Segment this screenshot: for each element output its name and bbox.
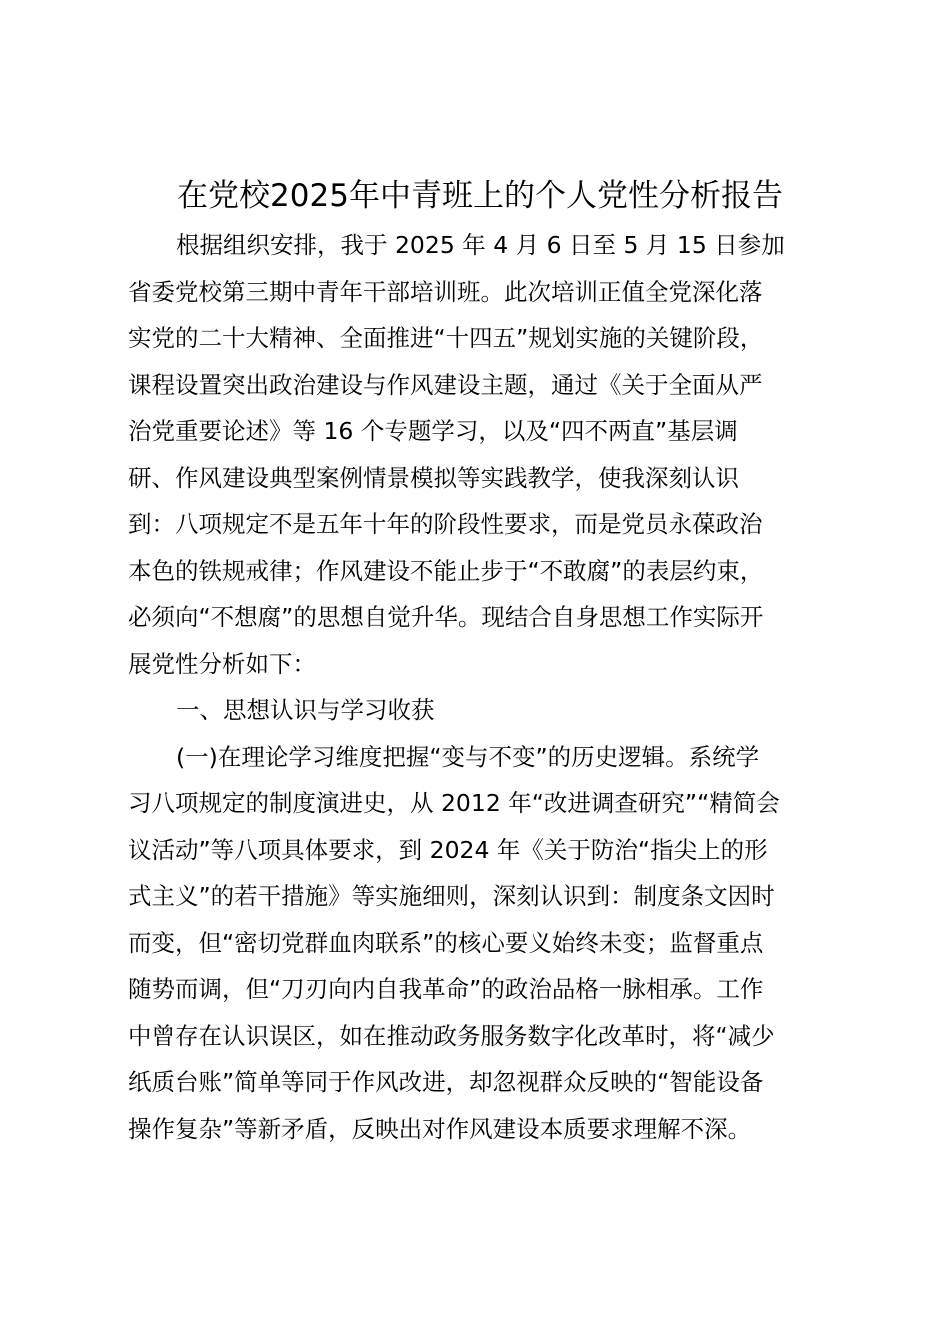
paragraph-line: 而变，但“密切党群血肉联系”的核心要义始终未变；监督重点 <box>128 928 764 957</box>
paragraph-line: 展党性分析如下： <box>128 649 316 678</box>
document-body <box>128 222 828 1152</box>
paragraph-line: 必须向“不想腐”的思想自觉升华。现结合自身思想工作实际开 <box>128 603 764 631</box>
paragraph-line: 式主义”的若干措施》等实施细则，深刻认识到：制度条文因时 <box>128 882 775 910</box>
paragraph-line: 到：八项规定不是五年十年的阶段性要求，而是党员永葆政治 <box>128 510 763 538</box>
paragraph-line: 省委党校第三期中青年干部培训班。此次培训正值全党深化落 <box>128 277 763 306</box>
document-title: 在党校2025年中青班上的个人党性分析报告 <box>177 178 783 214</box>
paragraph-line: 实党的二十大精神、全面推进“十四五”规划实施的关键阶段， <box>128 324 764 352</box>
paragraph-line: 纸质台账”简单等同于作风改进，却忽视群众反映的“智能设备 <box>128 1068 764 1096</box>
paragraph-line: 根据组织安排，我于 2025 年 4 月 6 日至 5 月 15 日参加 <box>176 231 785 259</box>
section-heading: 一、思想认识与学习收获 <box>176 696 435 724</box>
paragraph-line: 本色的铁规戒律；作风建设不能止步于“不敢腐”的表层约束， <box>128 556 764 585</box>
paragraph-line: 随势而调，但“刀刃向内自我革命”的政治品格一脉相承。工作 <box>128 975 764 1003</box>
paragraph-line: 议活动”等八项具体要求，到 2024 年《关于防治“指尖上的形 <box>128 835 768 864</box>
paragraph-line: 中曾存在认识误区，如在推动政务服务数字化改革时，将“减少 <box>128 1021 775 1050</box>
paragraph-line: 操作复杂”等新矛盾，反映出对作风建设本质要求理解不深。 <box>128 1114 752 1143</box>
paragraph-line: 治党重要论述》等 16 个专题学习，以及“四不两直”基层调 <box>128 417 738 445</box>
paragraph-line: 研、作风建设典型案例情景模拟等实践教学，使我深刻认识 <box>128 463 739 492</box>
paragraph-line: (一)在理论学习维度把握“变与不变”的历史逻辑。系统学 <box>176 742 760 771</box>
paragraph-line: 习八项规定的制度演进史，从 2012 年“改进调查研究”“精简会 <box>128 789 780 817</box>
paragraph-line: 课程设置突出政治建设与作风建设主题，通过《关于全面从严 <box>128 370 763 399</box>
